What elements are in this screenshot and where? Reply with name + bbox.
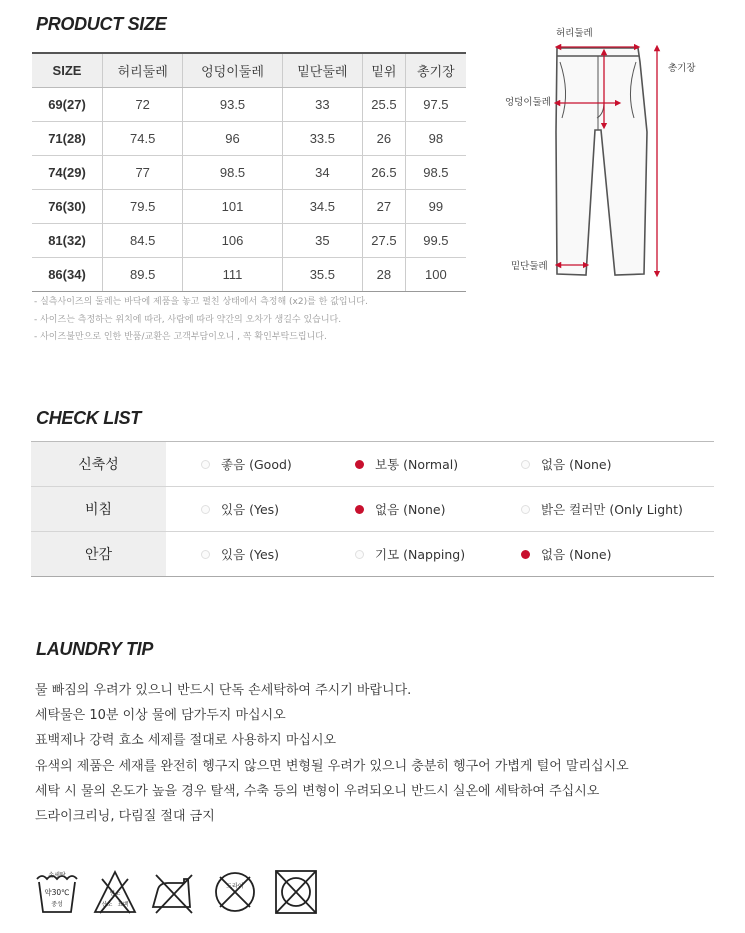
no-dry-clean-label: 드라이 — [226, 883, 244, 890]
cell-waist: 72 — [103, 88, 183, 122]
check-row — [31, 532, 714, 577]
cell-waist: 79.5 — [103, 190, 183, 224]
cell-hem: 33.5 — [282, 122, 362, 156]
cell-rise: 27.5 — [363, 224, 406, 258]
hand-wash-detergent: 중성 — [51, 901, 63, 908]
check-option — [355, 442, 458, 486]
laundry-line: 드라이크리닝, 다림질 절대 금지 — [35, 809, 215, 825]
check-option-label: 있음 (Yes) — [221, 547, 280, 562]
cell-rise: 27 — [363, 190, 406, 224]
size-note: - 실측사이즈의 둘레는 바닥에 제품을 놓고 펼친 상태에서 측정해 (x2)를 한 값입니다. — [34, 297, 368, 307]
check-option — [355, 487, 446, 531]
radio-unselected-icon — [201, 550, 210, 559]
check-option — [201, 532, 279, 576]
laundry-line: 세탁물은 10분 이상 물에 담가두지 마십시오 — [35, 708, 286, 724]
check-option-label: 기모 (Napping) — [375, 547, 466, 562]
laundry-tip-title: LAUNDRY TIP — [36, 639, 154, 659]
radio-selected-icon — [355, 505, 364, 514]
radio-unselected-icon — [201, 505, 210, 514]
header-waist: 허리둘레 — [103, 53, 183, 88]
size-table-row — [32, 88, 466, 122]
radio-unselected-icon — [521, 505, 530, 514]
radio-unselected-icon — [355, 550, 364, 559]
product-size-title: PRODUCT SIZE — [36, 14, 167, 34]
cell-size: 69(27) — [32, 88, 103, 122]
cell-length: 98 — [405, 122, 466, 156]
hand-wash-icon — [34, 867, 80, 917]
cell-hip: 101 — [183, 190, 282, 224]
radio-unselected-icon — [521, 460, 530, 469]
check-option — [355, 532, 465, 576]
cell-hip: 93.5 — [183, 88, 282, 122]
size-table-row — [32, 122, 466, 156]
check-option — [521, 532, 612, 576]
cell-size: 86(34) — [32, 258, 103, 292]
check-option — [521, 442, 612, 486]
cell-length: 99.5 — [405, 224, 466, 258]
cell-waist: 89.5 — [103, 258, 183, 292]
cell-hip: 111 — [183, 258, 282, 292]
no-bleach-label: 산소 — [101, 902, 113, 908]
cell-waist: 77 — [103, 156, 183, 190]
cell-rise: 26 — [363, 122, 406, 156]
check-option-label: 없음 (None) — [375, 502, 446, 517]
radio-selected-icon — [355, 460, 364, 469]
header-hem: 밑단둘레 — [282, 53, 362, 88]
pants-outline — [556, 48, 647, 275]
diagram-label-hem: 밑단둘레 — [511, 261, 548, 272]
no-dry-clean-icon — [211, 867, 259, 917]
diagram-label-length: 총기장 — [668, 63, 696, 74]
check-list-table — [31, 441, 714, 577]
cell-length: 99 — [405, 190, 466, 224]
check-option — [201, 487, 279, 531]
no-bleach-icon — [92, 867, 138, 917]
cell-size: 76(30) — [32, 190, 103, 224]
check-row-label: 안감 — [31, 532, 166, 576]
size-note: - 사이즈불만으로 인한 반품/교환은 고객부담이오니 , 꼭 확인부탁드립니다. — [34, 332, 327, 342]
no-bleach-label: 염소 — [109, 891, 121, 897]
check-option-label: 없음 (None) — [541, 547, 612, 562]
header-size: SIZE — [32, 53, 103, 88]
diagram-label-hip: 엉덩이둘레 — [505, 97, 551, 108]
hand-wash-temp: 약30℃ — [44, 888, 70, 897]
check-option-label: 있음 (Yes) — [221, 502, 280, 517]
no-tumble-dry-icon — [272, 867, 320, 917]
cell-hem: 34.5 — [282, 190, 362, 224]
check-row-label: 신축성 — [31, 442, 166, 486]
cell-size: 71(28) — [32, 122, 103, 156]
laundry-line: 표백제나 강력 효소 세제를 절대로 사용하지 마십시오 — [35, 733, 337, 749]
check-option — [201, 442, 292, 486]
check-option-label: 보통 (Normal) — [375, 457, 459, 472]
check-option-label: 없음 (None) — [541, 457, 612, 472]
laundry-line: 유색의 제품은 세재를 완전히 헹구지 않으면 변형될 우려가 있으니 충분히 헹구어 가볍게 털어 말리십시오 — [35, 758, 629, 774]
cell-hip: 96 — [183, 122, 282, 156]
cell-waist: 74.5 — [103, 122, 183, 156]
cell-hem: 35.5 — [282, 258, 362, 292]
check-option — [521, 487, 683, 531]
check-option-label: 밝은 컬러만 (Only Light) — [541, 502, 683, 517]
cell-rise: 26.5 — [363, 156, 406, 190]
header-length: 총기장 — [405, 53, 466, 88]
cell-waist: 84.5 — [103, 224, 183, 258]
size-notes — [34, 294, 368, 347]
size-table-row — [32, 190, 466, 224]
no-bleach-label: 표백 — [117, 902, 129, 908]
cell-hem: 35 — [282, 224, 362, 258]
radio-selected-icon — [521, 550, 530, 559]
cell-length: 97.5 — [405, 88, 466, 122]
laundry-line: 물 빠짐의 우려가 있으니 반드시 단독 손세탁하여 주시기 바랍니다. — [35, 683, 412, 698]
laundry-tips — [35, 678, 629, 829]
cell-rise: 28 — [363, 258, 406, 292]
size-table-row — [32, 224, 466, 258]
size-table — [32, 52, 466, 292]
cell-hip: 98.5 — [183, 156, 282, 190]
check-row — [31, 487, 714, 532]
cell-rise: 25.5 — [363, 88, 406, 122]
diagram-label-waist: 허리둘레 — [556, 28, 593, 39]
laundry-line: 세탁 시 물의 온도가 높을 경우 탈색, 수축 등의 변형이 우려되오니 반드시 실온에 세탁하여 주십시오 — [35, 783, 600, 799]
cell-length: 100 — [405, 258, 466, 292]
size-table-header — [32, 53, 466, 88]
radio-unselected-icon — [201, 460, 210, 469]
no-ironing-icon — [150, 867, 198, 917]
hand-wash-label: 손세탁 — [48, 872, 66, 879]
check-list-title: CHECK LIST — [36, 408, 142, 428]
size-table-row — [32, 258, 466, 292]
size-table-row — [32, 156, 466, 190]
cell-size: 81(32) — [32, 224, 103, 258]
check-option-label: 좋음 (Good) — [221, 457, 292, 472]
check-row-label: 비침 — [31, 487, 166, 531]
cell-hem: 33 — [282, 88, 362, 122]
check-row — [31, 442, 714, 487]
header-hip: 엉덩이둘레 — [183, 53, 282, 88]
cell-length: 98.5 — [405, 156, 466, 190]
cell-hem: 34 — [282, 156, 362, 190]
pants-diagram — [500, 22, 680, 282]
cell-hip: 106 — [183, 224, 282, 258]
header-rise: 밑위 — [363, 53, 406, 88]
cell-size: 74(29) — [32, 156, 103, 190]
size-note: - 사이즈는 측정하는 위치에 따라, 사람에 따라 약간의 오차가 생길수 있습니다. — [34, 314, 342, 325]
